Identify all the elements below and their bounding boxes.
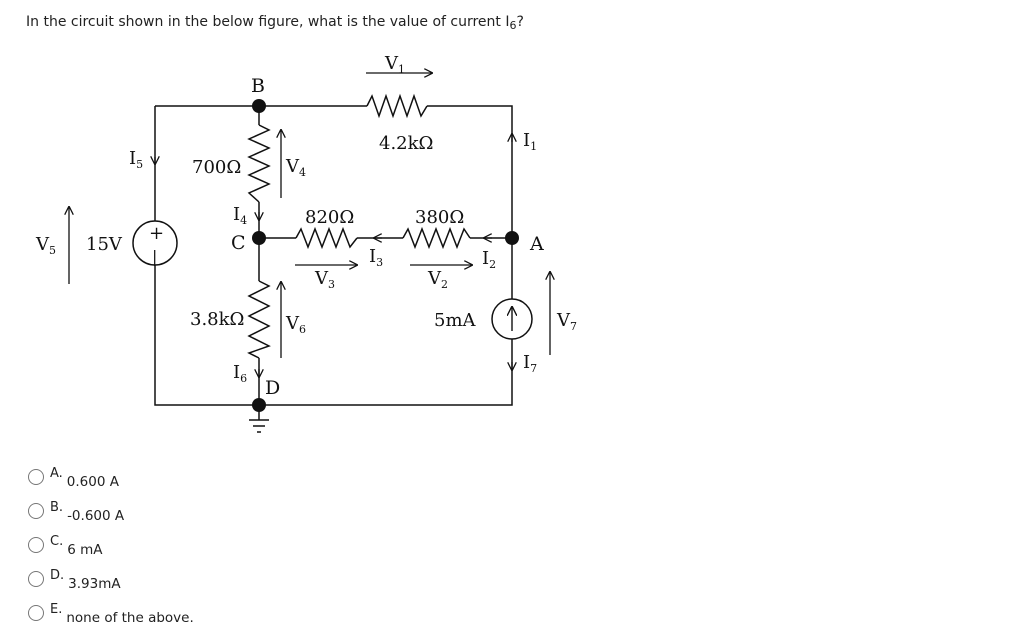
option-a[interactable] — [28, 466, 194, 500]
source-minus-sign: | — [152, 247, 158, 266]
wire-top-left — [155, 106, 259, 125]
label-i6: $I_6$ — [233, 362, 248, 385]
label-v4: $V_4$ — [286, 156, 306, 179]
label-i7: $I_7$ — [523, 352, 538, 375]
question-subscript: 6 — [509, 19, 517, 32]
option-d-letter: D. — [50, 568, 65, 583]
label-380: 380Ω — [415, 207, 465, 228]
label-3-8k: 3.8kΩ — [190, 309, 245, 330]
question-prefix: In the circuit shown in the below figure, what is the value of current I — [26, 14, 510, 30]
label-i3: $I_3$ — [369, 246, 384, 269]
source-plus-sign: + — [149, 223, 165, 244]
ground-icon — [249, 420, 269, 432]
radio-e[interactable] — [28, 605, 44, 621]
option-d-text: 3.93mA — [68, 576, 121, 592]
label-v3: $V_3$ — [315, 268, 335, 291]
label-v1: $V_1$ — [385, 53, 405, 76]
label-820: 820Ω — [305, 207, 355, 228]
option-a-text: 0.600 A — [66, 474, 119, 490]
node-label-b: B — [251, 75, 265, 97]
resistor-4-2k — [367, 96, 427, 116]
radio-d[interactable] — [28, 571, 44, 587]
option-b-text: -0.600 A — [67, 508, 125, 524]
question-suffix: ? — [516, 14, 524, 30]
option-c[interactable] — [28, 534, 194, 568]
resistor-820 — [296, 229, 357, 247]
label-5ma: 5mA — [434, 310, 476, 331]
option-e-letter: E. — [50, 602, 63, 617]
label-i5: $I_5$ — [129, 148, 144, 171]
option-e-text: none of the above. — [66, 610, 194, 626]
label-v6: $V_6$ — [286, 313, 306, 336]
label-v7: $V_7$ — [557, 310, 577, 333]
node-label-c: C — [231, 232, 246, 254]
label-4-2k: 4.2kΩ — [379, 133, 434, 154]
option-c-letter: C. — [50, 534, 64, 549]
node-b-dot — [252, 99, 266, 113]
node-c-dot — [252, 231, 266, 245]
resistor-3-8k — [249, 281, 269, 358]
label-v5: $V_5$ — [36, 234, 56, 257]
circuit-wires — [155, 106, 512, 420]
radio-b[interactable] — [28, 503, 44, 519]
label-i4: $I_4$ — [233, 204, 248, 227]
option-c-text: 6 mA — [67, 542, 103, 558]
label-700: 700Ω — [192, 157, 242, 178]
radio-a[interactable] — [28, 469, 44, 485]
answer-options — [28, 466, 194, 636]
node-a-dot — [505, 231, 519, 245]
resistor-700 — [249, 125, 269, 202]
node-d-dot — [252, 398, 266, 412]
node-label-d: D — [265, 377, 281, 399]
resistor-380 — [403, 229, 470, 247]
option-b-letter: B. — [50, 500, 64, 515]
wire-left — [155, 106, 512, 405]
label-v2: $V_2$ — [428, 268, 448, 291]
label-i2: $I_2$ — [482, 248, 497, 271]
option-d[interactable] — [28, 568, 194, 602]
node-label-a: A — [530, 233, 544, 255]
option-a-letter: A. — [50, 466, 63, 481]
label-15v: 15V — [86, 234, 122, 255]
radio-c[interactable] — [28, 537, 44, 553]
option-b[interactable] — [28, 500, 194, 534]
question-text — [26, 14, 524, 32]
circuit-diagram — [0, 40, 640, 440]
label-i1: $I_1$ — [523, 130, 538, 153]
option-e[interactable] — [28, 602, 194, 636]
